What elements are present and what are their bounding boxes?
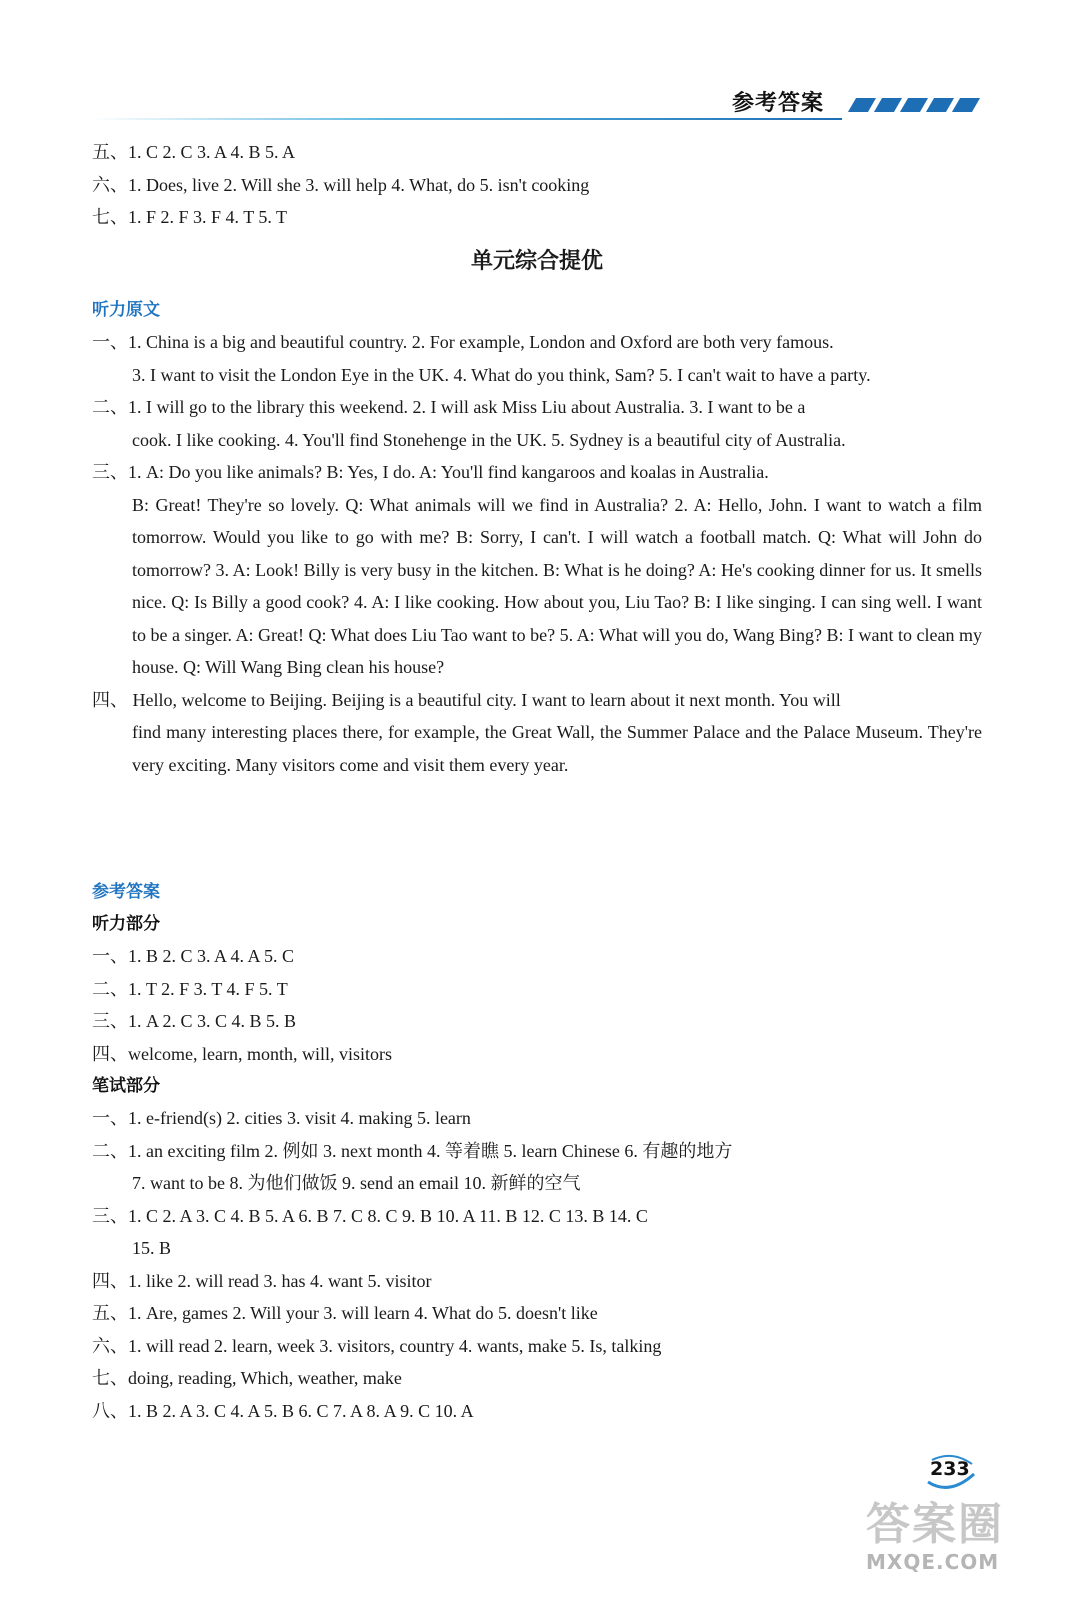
answer-line: 7. want to be 8. 为他们做饭 9. send an email 10. 新鲜的空气 [132,1173,581,1193]
watermark-url: MXQE.COM [866,1550,1000,1574]
answer-line: 一、1. e-friend(s) 2. cities 3. visit 4. making 5. learn [92,1108,471,1128]
script-line: cook. I like cooking. 4. You'll find Stonehenge in the UK. 5. Sydney is a beautiful city of Australia. [132,429,846,450]
answer-line: 四、1. like 2. will read 3. has 4. want 5. visitor [92,1270,432,1291]
answer-line: 二、1. an exciting film 2. 例如 3. next month 4. 等着瞧 5. learn Chinese 6. 有趣的地方 [92,1140,733,1161]
script-line: 一、1. China is a big and beautiful country. 2. For example, London and Oxford are both very famous. [92,332,834,352]
answer-line: 三、1. C 2. A 3. C 4. B 5. A 6. B 7. C 8. C 9. B 10. A 11. B 12. C 13. B 14. C [92,1205,648,1226]
script-line: find many interesting places there, for example, the Great Wall, the Summer Palace and the Palace Museum. They're very exciting. Many visitors come and visit them every year. [132,722,982,775]
header-stripes-decoration [852,98,982,117]
answer-line: 五、1. C 2. C 3. A 4. B 5. A [92,142,296,162]
answer-line: 四、welcome, learn, month, will, visitors [92,1043,392,1064]
answer-line: 15. B [132,1238,172,1258]
answer-line: 五、1. Are, games 2. Will your 3. will learn 4. What do 5. doesn't like [92,1303,598,1323]
header-rule [92,118,842,120]
listening-part-heading: 听力部分 [92,914,160,934]
answer-line: 六、1. Does, live 2. Will she 3. will help 4. What, do 5. isn't cooking [92,174,590,195]
answer-line: 三、1. A 2. C 3. C 4. B 5. B [92,1011,297,1031]
page-header [92,84,982,124]
top-answers [92,136,982,234]
answer-line: 六、1. will read 2. learn, week 3. visitors, country 4. wants, make 5. Is, talking [92,1335,662,1356]
listening-heading: 听力原文 [92,300,160,320]
listening-script [92,294,982,781]
page-number: 233 [930,1458,970,1480]
written-part-heading: 笔试部分 [92,1076,160,1096]
answer-line: 一、1. B 2. C 3. A 4. A 5. C [92,946,295,966]
answer-key [92,876,982,1427]
watermark-chars: 答案圈 [866,1499,1004,1550]
answer-line: 八、1. B 2. A 3. C 4. A 5. B 6. C 7. A 8. A 9. C 10. A [92,1400,474,1421]
watermark [866,1488,1066,1588]
script-line: 二、1. I will go to the library this weekend. 2. I will ask Miss Liu about Australia. 3. I want to be a [92,397,806,417]
answer-line: 七、1. F 2. F 3. F 4. T 5. T [92,207,288,227]
section-title: 单元综合提优 [470,249,603,274]
answer-line: 二、1. T 2. F 3. T 4. F 5. T [92,978,288,999]
header-title: 参考答案 [732,91,825,116]
script-line: B: Great! They're so lovely. Q: What animals will we find in Australia? 2. A: Hello, John. I want to watch a film tomorrow. Would you like to go with me? B: Sorry, I can't. I will watch a football match. Q: What will John do tomorrow? 3. A: Look! Billy is very busy in the kitchen. B: What is he doing? A: He's cooking dinner for us. It smells nice. Q: Is Billy a good cook? 4. A: I like cooking. How about you, Liu Tao? B: I like singing. I can sing well. I want to be a singer. A: Great! Q: What does Liu Tao want to be? 5. A: What will you do, Wang Bing? B: I want to clean my house. Q: Will Wang Bing clean his house? [132,494,982,677]
answer-line: 七、doing, reading, Which, weather, make [92,1368,402,1388]
script-line: 三、1. A: Do you like animals? B: Yes, I do. A: You'll find kangaroos and koalas in Australia. [92,462,769,482]
page-number-badge [922,1452,980,1492]
script-line: 四、 Hello, welcome to Beijing. Beijing is a beautiful city. I want to learn about it next month. You will [92,689,841,710]
answers-heading: 参考答案 [92,882,160,902]
script-line: 3. I want to visit the London Eye in the UK. 4. What do you think, Sam? 5. I can't wait to have a party. [132,364,871,385]
